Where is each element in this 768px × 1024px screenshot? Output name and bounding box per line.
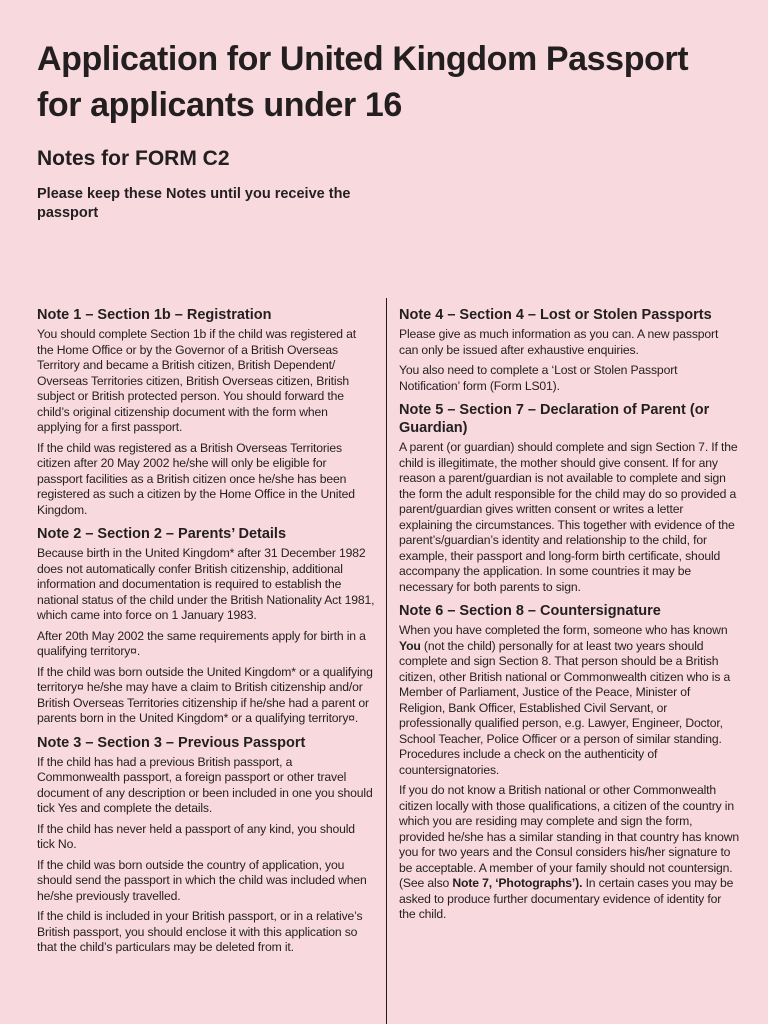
note-5-paragraph: A parent (or guardian) should complete and sign Section 7. If the child is illegitimate, the mother should give consent. If for any reason a parent/guardian is not available to complete and sign the form the adult responsible for the child may do so provided a parent/guardian gives written consent or writes a letter explaining the circumstances. This together with evidence of the parent’s/guardian’s identity and relationship to the child, for example, their passport and long-form birth certificate, should accompany the application. In some countries it may be necessary for both parents to sign.: [399, 440, 738, 594]
note-3-paragraph: If the child was born outside the country of application, you should send the passport in which the child was included when he/she previously travelled.: [37, 857, 367, 903]
note-4-paragraph: You also need to complete a ‘Lost or Stolen Passport Notification’ form (Form LS01).: [399, 363, 678, 393]
note-2-paragraph: Because birth in the United Kingdom* after 31 December 1982 does not automatically confer British citizenship, additional information and documentation is required to establish the national status of the child under the British Nationality Act 1981, which came into force on 1 January 1983.: [37, 546, 375, 622]
note-2: [37, 525, 375, 727]
note-4-heading: Note 4 – Section 4 – Lost or Stolen Passports: [399, 307, 712, 323]
note-4-paragraph: Please give as much information as you can. A new passport can only be issued after exhaustive enquiries.: [399, 327, 719, 357]
note-3: [37, 734, 375, 956]
note-2-heading: Note 2 – Section 2 – Parents’ Details: [37, 526, 287, 542]
note-2-paragraph: After 20th May 2002 the same requirements apply for birth in a qualifying territory¤.: [37, 628, 366, 658]
left-column: [37, 306, 375, 963]
note-6: [399, 602, 739, 923]
note-1: [37, 306, 375, 518]
title-line-2: for applicants under 16: [37, 86, 402, 124]
note-6-paragraph: [399, 623, 739, 778]
note-3-paragraph: If the child is included in your British passport, or in a relative’s British passport, you should enclose it with this application so that the child’s particulars may be deleted from it.: [37, 909, 363, 954]
note-5-heading: Note 5 – Section 7 – Declaration of Parent (or Guardian): [399, 402, 710, 436]
note-3-paragraph: If the child has never held a passport of any kind, you should tick No.: [37, 821, 355, 851]
note-7-reference: Note 7, ‘Photographs’).: [452, 876, 583, 890]
note-3-heading: Note 3 – Section 3 – Previous Passport: [37, 734, 306, 751]
note-6-emphasis: You: [399, 638, 421, 653]
page-title: [37, 36, 757, 128]
note-2-paragraph: If the child was born outside the United Kingdom* or a qualifying territory¤ he/she may have a claim to British citizenship and/or British Overseas Territories citizenship if he/she had a parent or parents born in the United Kingdom* or a qualifying territory¤.: [37, 664, 373, 725]
note-6-text: In certain cases you may be asked to produce further documentary evidence of identity for the child.: [399, 876, 734, 921]
keep-notice: Please keep these Notes until you receive the passport: [37, 186, 351, 221]
note-4: [399, 306, 739, 394]
note-5: [399, 401, 739, 595]
note-1-paragraph: You should complete Section 1b if the child was registered at the Home Office or by the Governor of a British Overseas Territory and became a British citizen, British Dependent/ Overseas Territories citizen, British Overseas citizen, British subject or British protected person. You should forward the child’s original citizenship document with the form when applying for a first passport.: [37, 327, 356, 434]
subtitle: Notes for FORM C2: [37, 147, 230, 170]
note-6-text: When you have completed the form, someone who has known: [399, 623, 728, 637]
note-6-text: If you do not know a British national or other Commonwealth citizen locally with those qualifications, a citizen of the country in which you are residing may complete and sign the form, provided he/she has a similar standing in that country has known you for two years and the Consul considers his/her signature to be acceptable. A member of your family should not countersign. (See also: [399, 783, 739, 890]
note-3-paragraph: If the child has had a previous British passport, a Commonwealth passport, a foreign passport or other travel document of any description or been included in one you should tick Yes and complete the details.: [37, 754, 373, 815]
right-column: [399, 306, 739, 930]
note-1-heading: Note 1 – Section 1b – Registration: [37, 307, 272, 323]
note-6-paragraph: [399, 783, 739, 923]
column-divider: [386, 298, 387, 1024]
note-6-heading: Note 6 – Section 8 – Countersignature: [399, 603, 661, 619]
title-line-1: Application for United Kingdom Passport: [37, 40, 689, 78]
note-6-text: (not the child) personally for at least two years should complete and sign Section 8. That person should be a British citizen, other British national or Commonwealth citizen who is a Member of Parliament, Justice of the Peace, Minister of Religion, Bank Officer, Established Civil Servant, or professionally qualified person, e.g. Lawyer, Engineer, Doctor, School Teacher, Police Officer or a person of similar standing. Procedures include a check on the authenticity of countersignatories.: [399, 638, 731, 777]
note-1-paragraph: If the child was registered as a British Overseas Territories citizen after 20 May 2002 he/she will only be eligible for passport facilities as a British citizen once he/she has been registered as such a citizen by the Home Office in the United Kingdom.: [37, 440, 355, 517]
